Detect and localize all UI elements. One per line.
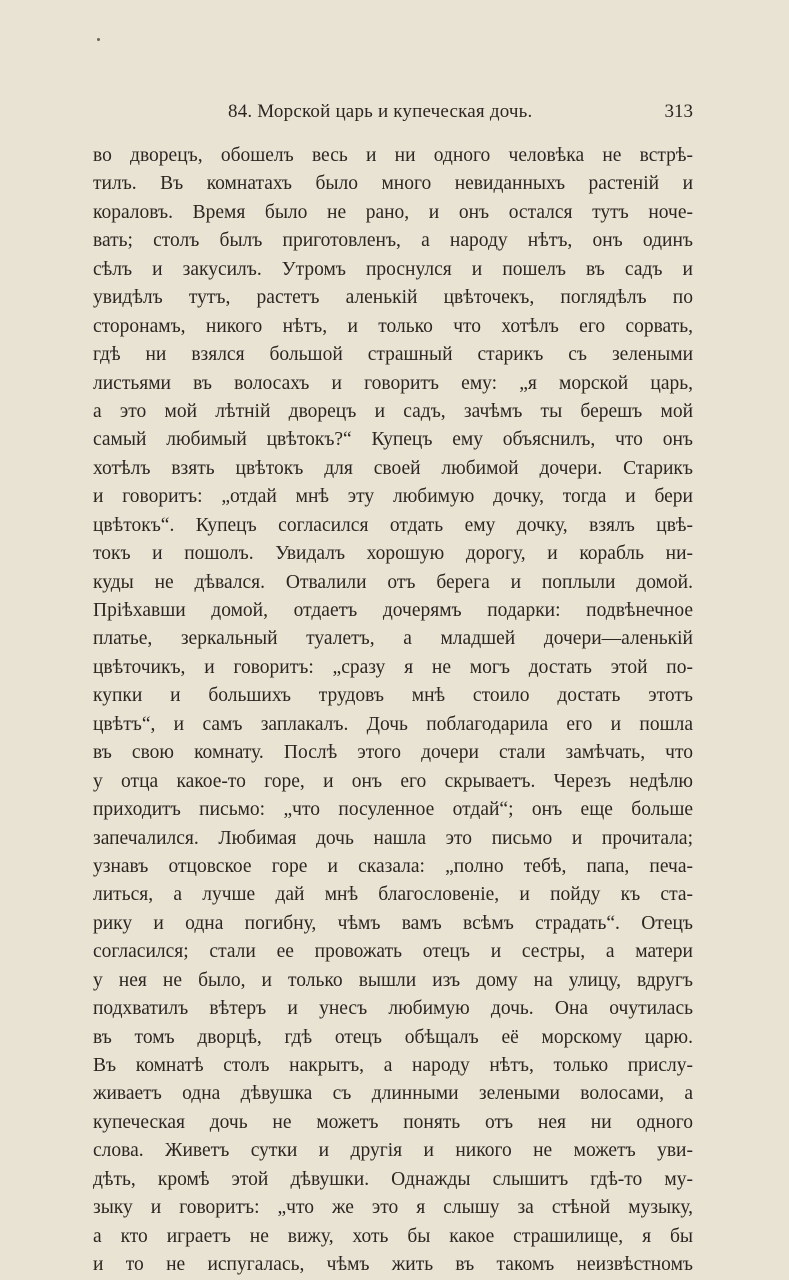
text-line: у отца какое-то горе, и онъ его скрываетъ. Черезъ недѣлю bbox=[93, 770, 693, 792]
page-speck bbox=[97, 38, 100, 41]
text-line: а кто играетъ не вижу, хоть бы какое страшилище, я бы bbox=[93, 1225, 693, 1247]
body-text bbox=[93, 142, 693, 1280]
text-line: литься, а лучше дай мнѣ благословеніе, и пойду къ ста- bbox=[93, 884, 693, 906]
text-line: цвѣточикъ, и говоритъ: „сразу я не могъ достать этой по- bbox=[93, 656, 693, 678]
text-line: и то не испугалась, чѣмъ жить въ такомъ неизвѣстномъ bbox=[93, 1254, 693, 1276]
text-line: подхватилъ вѣтеръ и унесъ любимую дочь. Она очутилась bbox=[93, 998, 693, 1020]
text-line: дѣть, кромѣ этой дѣвушки. Однажды слышитъ гдѣ-то му- bbox=[93, 1168, 693, 1190]
text-line: токъ и пошолъ. Увидалъ хорошую дорогу, и корабль ни- bbox=[93, 543, 693, 565]
text-line: тилъ. Въ комнатахъ было много невиданныхъ растеній и bbox=[93, 173, 693, 195]
text-line: самый любимый цвѣтокъ?“ Купецъ ему объяснилъ, что онъ bbox=[93, 429, 693, 451]
text-line: рику и одна погибну, чѣмъ вамъ всѣмъ страдать“. Отецъ bbox=[93, 912, 693, 934]
text-line: въ томъ дворцѣ, гдѣ отецъ обѣщалъ её морскому царю. bbox=[93, 1026, 693, 1048]
text-line: узнавъ отцовское горе и сказала: „полно тебѣ, папа, печа- bbox=[93, 855, 693, 877]
text-line: у нея не было, и только вышли изъ дому на улицу, вдругъ bbox=[93, 969, 693, 991]
running-header bbox=[93, 99, 693, 127]
text-line: сѣлъ и закусилъ. Утромъ проснулся и пошелъ въ садъ и bbox=[93, 258, 693, 280]
text-line: Пріѣхавши домой, отдаетъ дочерямъ подарки: подвѣнечное bbox=[93, 600, 693, 621]
text-line: зыку и говоритъ: „что же это я слышу за стѣной музыку, bbox=[93, 1197, 693, 1219]
text-line: кораловъ. Время было не рано, и онъ остался тутъ ноче- bbox=[93, 201, 693, 223]
text-line: согласился; стали ее провожать отецъ и сестры, а матери bbox=[93, 941, 693, 963]
text-line: цвѣтъ“, и самъ заплакалъ. Дочь поблагодарила его и пошла bbox=[93, 713, 693, 735]
text-line: въ свою комнату. Послѣ этого дочери стали замѣчать, что bbox=[93, 742, 693, 764]
text-line: увидѣлъ тутъ, растетъ аленькій цвѣточекъ, поглядѣлъ по bbox=[93, 287, 693, 309]
text-line: и говоритъ: „отдай мнѣ эту любимую дочку, тогда и бери bbox=[93, 486, 693, 508]
text-line: слова. Живетъ сутки и другія и никого не можетъ уви- bbox=[93, 1140, 693, 1162]
text-line: купеческая дочь не можетъ понять отъ нея ни одного bbox=[93, 1111, 693, 1133]
text-line: цвѣтокъ“. Купецъ согласился отдать ему дочку, взялъ цвѣ- bbox=[93, 514, 693, 536]
text-line: Въ комнатѣ столъ накрытъ, а народу нѣтъ, только прислу- bbox=[93, 1055, 693, 1076]
text-line: запечалился. Любимая дочь нашла это письмо и прочитала; bbox=[93, 827, 693, 849]
header-title: 84. Морской царь и купеческая дочь. bbox=[228, 101, 533, 122]
text-line: вать; столъ былъ приготовленъ, а народу нѣтъ, онъ одинъ bbox=[93, 230, 693, 252]
page-number: 313 bbox=[664, 101, 693, 122]
text-line: а это мой лѣтній дворецъ и садъ, зачѣмъ ты берешъ мой bbox=[93, 400, 693, 422]
text-line: платье, зеркальный туалетъ, а младшей дочери—аленькій bbox=[93, 628, 693, 650]
text-line: сторонамъ, никого нѣтъ, и только что хотѣлъ его сорвать, bbox=[93, 315, 693, 337]
text-line: хотѣлъ взять цвѣтокъ для своей любимой дочери. Старикъ bbox=[93, 457, 693, 479]
text-line: во дворецъ, обошелъ весь и ни одного человѣка не встрѣ- bbox=[93, 145, 693, 166]
text-line: листьями въ волосахъ и говоритъ ему: „я морской царь, bbox=[93, 372, 693, 394]
text-line: куды не дѣвался. Отвалили отъ берега и поплыли домой. bbox=[93, 571, 693, 593]
text-line: приходитъ письмо: „что посуленное отдай“; онъ еще больше bbox=[93, 799, 693, 821]
text-line: живаетъ одна дѣвушка съ длинными зелеными волосами, а bbox=[93, 1083, 693, 1105]
text-line: купки и большихъ трудовъ мнѣ стоило достать этотъ bbox=[93, 685, 693, 707]
text-line: гдѣ ни взялся большой страшный старикъ съ зелеными bbox=[93, 344, 693, 366]
